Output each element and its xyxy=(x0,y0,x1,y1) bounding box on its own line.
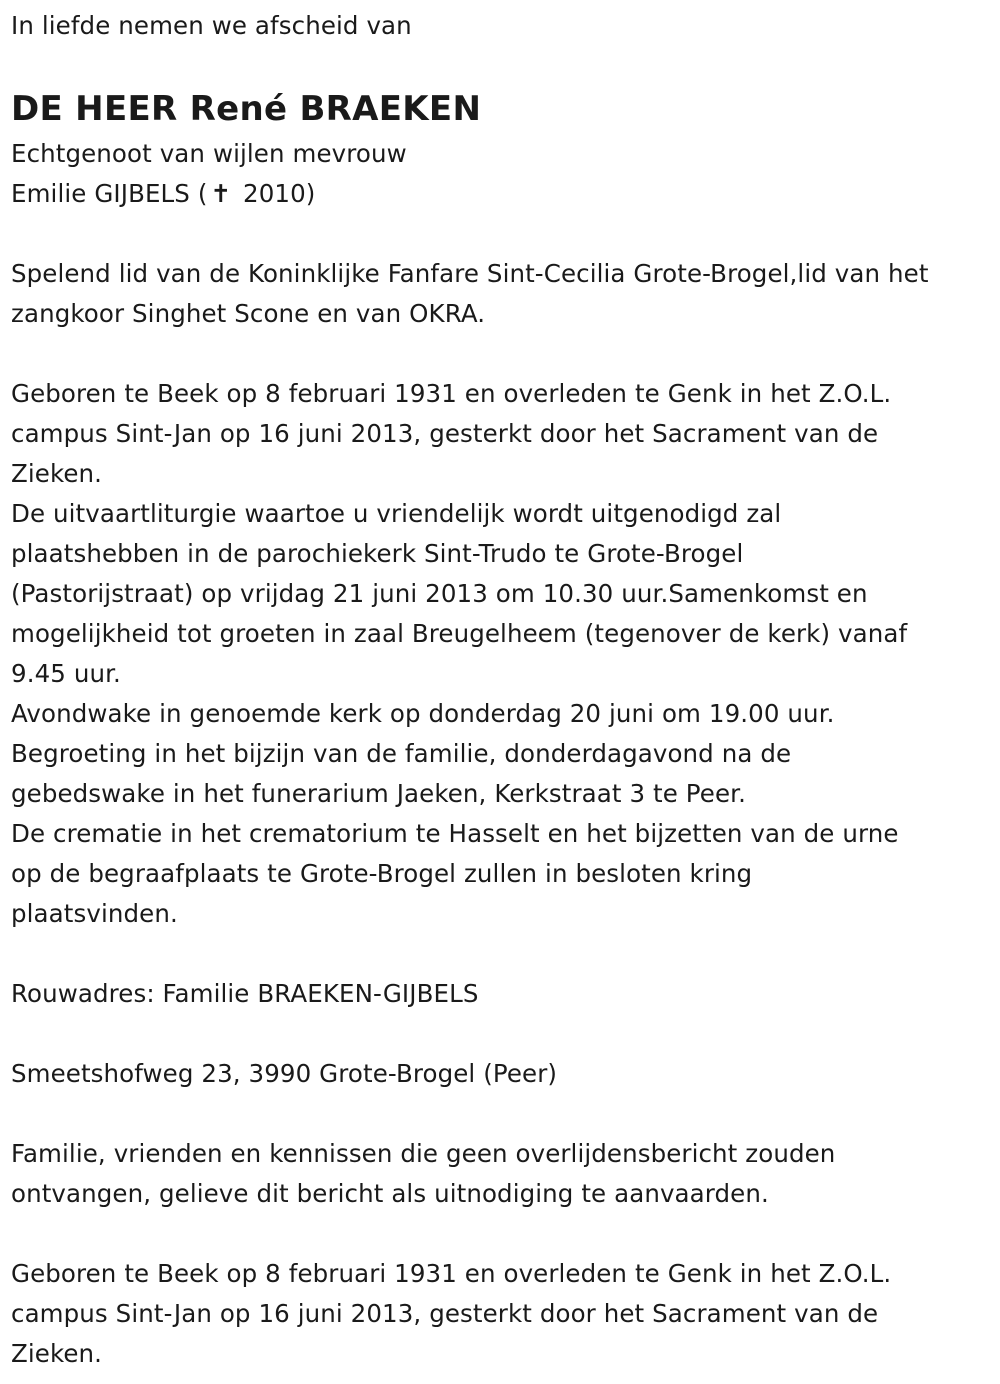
intro-text: In liefde nemen we afscheid van xyxy=(11,11,412,40)
birth-death-line: campus Sint-Jan op 16 juni 2013, gesterkt door het Sacrament van de xyxy=(11,419,879,448)
funeral-line: plaatshebben in de parochiekerk Sint-Trudo te Grote-Brogel xyxy=(11,539,744,568)
spouse-line-1: Echtgenoot van wijlen mevrouw xyxy=(11,139,407,168)
funeral-paragraph xyxy=(11,494,991,694)
funeral-line: 9.45 uur. xyxy=(11,659,121,688)
funeral-line: (Pastorijstraat) op vrijdag 21 juni 2013 om 10.30 uur.Samenkomst en xyxy=(11,579,868,608)
cremation-paragraph xyxy=(11,814,991,934)
greeting-line: gebedswake in het funerarium Jaeken, Kerkstraat 3 te Peer. xyxy=(11,779,746,808)
greeting-line: Begroeting in het bijzijn van de familie, donderdagavond na de xyxy=(11,739,792,768)
invitation-line: Familie, vrienden en kennissen die geen overlijdensbericht zouden xyxy=(11,1139,836,1168)
invitation-paragraph xyxy=(11,1134,991,1214)
birth-death-repeat-line: Geboren te Beek op 8 februari 1931 en overleden te Genk in het Z.O.L. xyxy=(11,1259,892,1288)
birth-death-line: Zieken. xyxy=(11,459,103,488)
invitation-line: ontvangen, gelieve dit bericht als uitnodiging te aanvaarden. xyxy=(11,1179,769,1208)
deceased-name-title: DE HEER René BRAEKEN xyxy=(11,89,482,129)
wake-line: Avondwake in genoemde kerk op donderdag 20 juni om 19.00 uur. xyxy=(11,699,835,728)
cremation-line: De crematie in het crematorium te Hasselt en het bijzetten van de urne xyxy=(11,819,899,848)
membership-line: Spelend lid van de Koninklijke Fanfare Sint-Cecilia Grote-Brogel,lid van het xyxy=(11,259,929,288)
wake-paragraph xyxy=(11,694,991,734)
membership-paragraph xyxy=(11,254,991,334)
greeting-paragraph xyxy=(11,734,991,814)
funeral-line: mogelijkheid tot groeten in zaal Breugelheem (tegenover de kerk) vanaf xyxy=(11,619,908,648)
spouse-name: Emilie GIJBELS ( xyxy=(11,179,208,208)
cremation-line: plaatsvinden. xyxy=(11,899,178,928)
funeral-line: De uitvaartliturgie waartoe u vriendelijk wordt uitgenodigd zal xyxy=(11,499,782,528)
cremation-line: op de begraafplaats te Grote-Brogel zullen in besloten kring xyxy=(11,859,753,888)
birth-death-repeat-paragraph xyxy=(11,1254,991,1374)
mourning-address: Smeetshofweg 23, 3990 Grote-Brogel (Peer) xyxy=(11,1059,558,1088)
birth-death-line: Geboren te Beek op 8 februari 1931 en overleden te Genk in het Z.O.L. xyxy=(11,379,892,408)
membership-line: zangkoor Singhet Scone en van OKRA. xyxy=(11,299,486,328)
spouse-line-2 xyxy=(11,174,991,214)
birth-death-repeat-line: campus Sint-Jan op 16 juni 2013, gesterkt door het Sacrament van de xyxy=(11,1299,879,1328)
obituary-document xyxy=(11,6,991,1374)
spouse-block xyxy=(11,134,991,214)
mourning-address-label: Rouwadres: Familie BRAEKEN-GIJBELS xyxy=(11,979,479,1008)
birth-death-repeat-line: Zieken. xyxy=(11,1339,103,1368)
cross-icon: ✝ xyxy=(210,179,232,208)
birth-death-paragraph xyxy=(11,374,991,494)
spouse-death-year: 2010) xyxy=(235,179,316,208)
